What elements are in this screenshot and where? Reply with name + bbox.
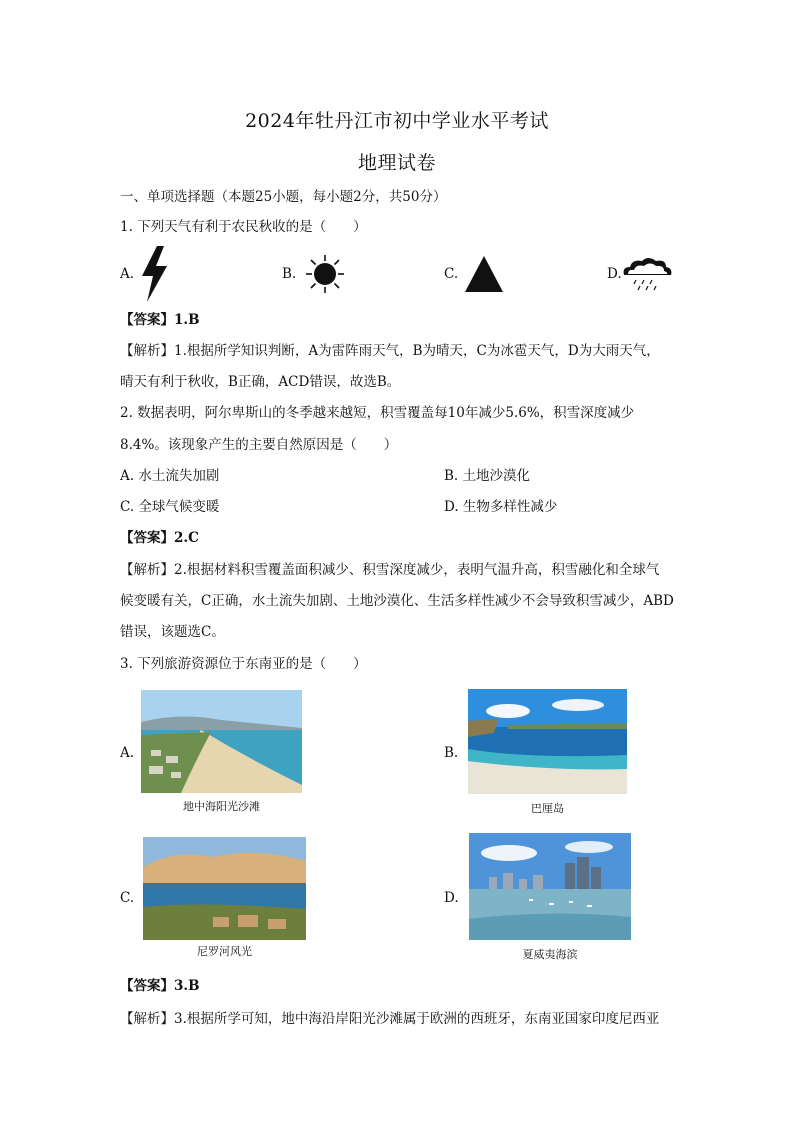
q2-analysis-line-3: 错误，该题选C。 (120, 624, 225, 640)
sun-icon (305, 254, 345, 298)
q2-answer: 【答案】2.C (120, 530, 199, 546)
q3-analysis-line-1: 【解析】3.根据所学可知，地中海沿岸阳光沙滩属于欧洲的西班牙，东南亚国家印度尼西亚 (120, 1011, 660, 1027)
q3-option-d-label: D. (444, 890, 459, 906)
q2-option-b: B. 土地沙漠化 (444, 468, 531, 484)
q3-caption-a: 地中海阳光沙滩 (183, 800, 260, 813)
bali-island-photo (468, 689, 627, 794)
q3-caption-c: 尼罗河风光 (197, 945, 252, 958)
lightning-icon (140, 246, 170, 306)
q3-caption-d: 夏威夷海滨 (522, 948, 578, 961)
exam-subtitle: 地理试卷 (357, 152, 436, 174)
q3-answer: 【答案】3.B (120, 978, 200, 994)
q1-stem: 1. 下列天气有利于农民秋收的是（ ） (120, 219, 367, 235)
q1-analysis-line-1: 【解析】1.根据所学知识判断，A为雷阵雨天气，B为晴天，C为冰雹天气，D为大雨天气， (120, 343, 660, 359)
q1-answer: 【答案】1.B (120, 312, 200, 328)
hail-icon (464, 255, 504, 297)
mediterranean-beach-photo (141, 690, 302, 793)
q3-option-a-label: A. (120, 745, 135, 761)
heavy-rain-icon (620, 255, 674, 295)
q1-analysis-line-2: 晴天有利于秋收，B正确，ACD错误，故选B。 (120, 374, 401, 390)
q2-stem-line-1: 2. 数据表明，阿尔卑斯山的冬季越来越短，积雪覆盖每10年减少5.6%，积雪深度减少 (120, 405, 635, 421)
q3-option-b-label: B. (444, 745, 459, 761)
exam-title: 2024年牡丹江市初中学业水平考试 (245, 110, 549, 132)
q1-option-a-label: A. (120, 266, 135, 282)
q2-analysis-line-1: 【解析】2.根据材料积雪覆盖面积减少、积雪深度减少，表明气温升高，积雪融化和全球气 (120, 562, 660, 578)
q2-option-d: D. 生物多样性减少 (444, 499, 558, 515)
q1-option-d-label: D. (607, 266, 622, 282)
q3-stem: 3. 下列旅游资源位于东南亚的是（ ） (120, 656, 367, 672)
q3-caption-b: 巴厘岛 (531, 802, 564, 815)
hawaii-coast-photo (469, 833, 631, 940)
nile-river-photo (143, 837, 306, 940)
section-heading: 一、单项选择题（本题25小题，每小题2分，共50分） (120, 189, 447, 205)
q1-option-c-label: C. (444, 266, 459, 282)
q1-option-b-label: B. (282, 266, 297, 282)
q2-option-a: A. 水土流失加剧 (120, 468, 220, 484)
q2-analysis-line-2: 候变暖有关，C正确，水土流失加剧、土地沙漠化、生活多样性减少不会导致积雪减少，ABD (120, 593, 674, 609)
q2-stem-line-2: 8.4%。该现象产生的主要自然原因是（ ） (120, 437, 398, 453)
q3-option-c-label: C. (120, 890, 135, 906)
q2-option-c: C. 全球气候变暖 (120, 499, 220, 515)
